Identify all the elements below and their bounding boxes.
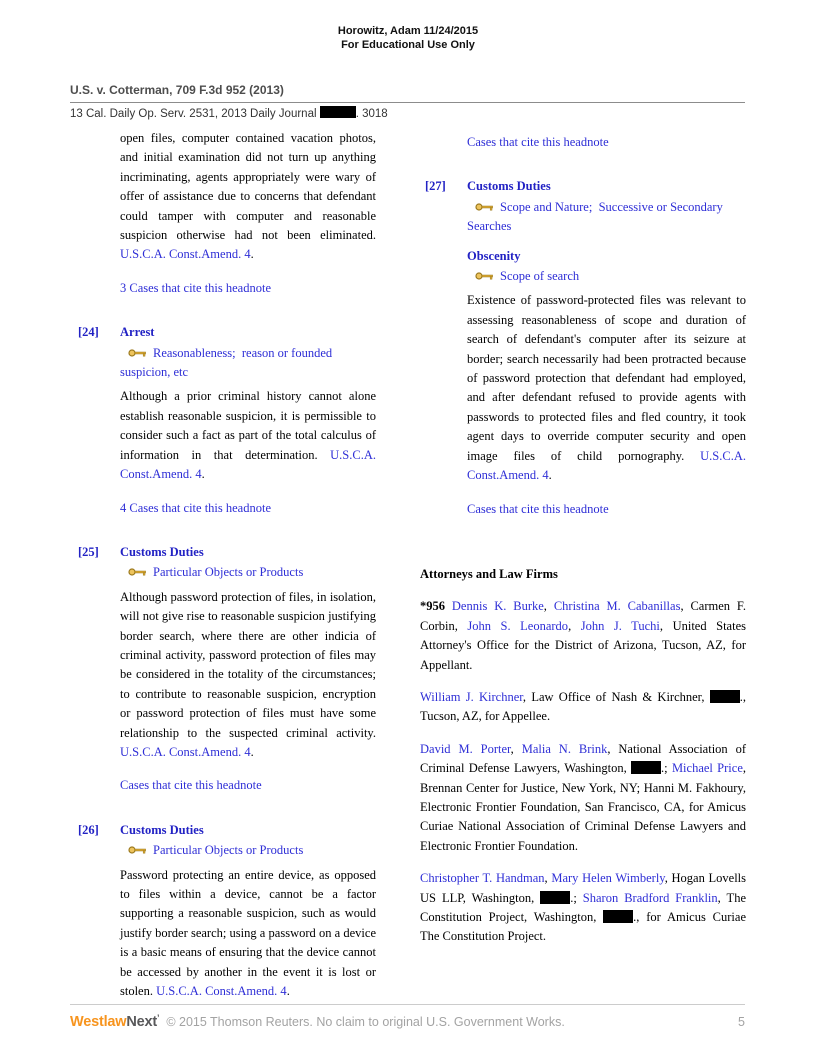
topic-group: [467, 247, 746, 287]
text-run: ,: [568, 618, 581, 633]
inline-link[interactable]: Michael Price: [671, 761, 743, 776]
headnote-26: [70, 821, 376, 1002]
inline-link[interactable]: Malia N. Brink: [521, 741, 608, 756]
cases-cite-link[interactable]: Cases that cite this headnote: [467, 135, 609, 149]
text-run: ,: [544, 871, 552, 886]
topic-key-line[interactable]: [120, 344, 376, 383]
text-run: Although password protection of files, in isolation, will not give rise to reasonable suspicion justifying border search, where there are other indicia of criminal activity, password protection of files may be considered in the totality of the circumstances; to contribute to reasonable suspicion, encryption or password protection of files must have some relationship to the suspected criminal activity.: [120, 589, 376, 740]
headnote-text: [120, 588, 376, 763]
inline-link[interactable]: U.S.C.A. Const.Amend. 4: [467, 448, 746, 483]
text-run: , National Association of Criminal Defense Lawyers, Washington,: [420, 741, 746, 776]
inline-link[interactable]: Sharon Bradford Franklin: [582, 890, 718, 905]
content-columns: [70, 129, 746, 1001]
inline-link[interactable]: Mary Helen Wimberly: [551, 871, 665, 886]
copyright-text: © 2015 Thomson Reuters. No claim to original U.S. Government Works.: [166, 1015, 565, 1029]
topic-key-line[interactable]: [467, 267, 746, 286]
text-run: .: [250, 247, 254, 262]
page-footer: [70, 1004, 745, 1030]
print-header-user-line: Horowitz, Adam 11/24/2015: [337, 25, 479, 37]
headnote-text: [120, 387, 376, 484]
inline-link[interactable]: U.S.C.A. Const.Amend. 4: [156, 984, 287, 999]
redaction-box: [603, 910, 633, 923]
inline-link[interactable]: U.S.C.A. Const.Amend. 4: [120, 247, 251, 262]
key-line-text: Particular Objects or Products: [153, 843, 304, 858]
text-run: ,: [543, 599, 554, 614]
inline-link[interactable]: Dennis K. Burke: [451, 599, 544, 614]
text-run: ., Tucson, AZ, for Appellee.: [420, 689, 746, 724]
text-run: .: [286, 984, 290, 999]
brand-westlaw: Westlaw: [70, 1014, 127, 1030]
redaction-box: [631, 761, 661, 774]
key-icon: [475, 202, 495, 212]
topic-group: [467, 177, 746, 236]
key-line-text: Reasonableness; reason or founded suspicion, etc: [120, 345, 333, 380]
text-run: .;: [570, 890, 583, 905]
topic-title[interactable]: Obscenity: [467, 248, 521, 263]
text-run: Although a prior criminal history cannot alone establish reasonable suspicion, it is permissible to consider such a fact as part of the total calculus of information in that determination.: [120, 389, 376, 462]
headnote-number[interactable]: [27]: [425, 179, 446, 194]
key-line-text: Scope of search: [500, 269, 580, 284]
headnote-25: [70, 543, 376, 796]
trademark-mark: ’: [157, 1013, 160, 1023]
topic-title[interactable]: Customs Duties: [467, 179, 551, 194]
text-run: , The Constitution Project, Washington,: [420, 890, 746, 924]
topic-group: [120, 323, 376, 382]
case-title: U.S. v. Cotterman, 709 F.3d 952 (2013): [70, 83, 745, 103]
topic-group: [120, 543, 376, 583]
text-run: ., for Amicus Curiae The Constitution Project.: [420, 910, 746, 944]
topic-title[interactable]: Customs Duties: [120, 544, 204, 559]
headnote-24: [70, 323, 376, 518]
headnote-content: [120, 821, 376, 1002]
text-run: ,: [510, 741, 522, 756]
headnote-number[interactable]: [26]: [78, 822, 99, 837]
headnote-text: [467, 291, 746, 485]
text-run: Password protecting an entire device, as opposed to files within a device, cannot be a factor supporting a reasonable suspicion, such as would justify border search; using a password on a device is a basic means of ensuring that the device cannot be accessed by another in the event it is lost or stolen.: [120, 867, 376, 999]
topic-key-line[interactable]: [120, 841, 376, 860]
page-number: 5: [738, 1015, 745, 1029]
left-column: [70, 129, 376, 1001]
right-column: [420, 129, 746, 1001]
attorneys-heading: Attorneys and Law Firms: [420, 566, 558, 581]
headnote-content: [467, 177, 746, 519]
attorney-paragraph: [420, 597, 746, 675]
attorney-paragraph: [420, 740, 746, 856]
text-run: Existence of password-protected files was relevant to assessing reasonableness of scope and duration of search of defendant's computer after its seizure at border; search necessarily had been protracted because of password protection that defendant had employed, and after defendant refused to provide agents with passwords to protected files and fled country, it took agent days to override computer security and open image files of child pornography.: [467, 293, 746, 463]
headnote-number[interactable]: [24]: [78, 325, 99, 340]
topic-title[interactable]: Customs Duties: [120, 822, 204, 837]
inline-link[interactable]: William J. Kirchner: [420, 689, 523, 704]
text-run: .;: [661, 761, 672, 776]
attorney-paragraph: [420, 869, 746, 947]
cases-cite-link[interactable]: 4 Cases that cite this headnote: [120, 500, 272, 515]
text-run: . 3018: [355, 108, 388, 120]
text-run: open files, computer contained vacation photos, and initial examination did not turn up anything incriminating, agents appropriately were wary of offer of assistance due to concerns that defendant could tamper with computer and reasonable suspicion otherwise had not been eliminated.: [120, 131, 376, 243]
redaction-box: [710, 690, 740, 703]
brand-next: Next: [126, 1014, 157, 1030]
key-icon: [128, 348, 148, 358]
topic-key-line[interactable]: [120, 563, 376, 582]
westlaw-next-logo: [70, 1013, 159, 1030]
topic-key-line[interactable]: [467, 198, 746, 237]
text-run: , Law Office of Nash & Kirchner,: [522, 689, 710, 704]
inline-link[interactable]: Christina M. Cabanillas: [553, 599, 681, 614]
footer-left: [70, 1013, 565, 1030]
text-run: , Carmen F. Corbin,: [420, 599, 746, 633]
topic-title[interactable]: Arrest: [120, 325, 155, 340]
attorney-paragraph: [420, 688, 746, 727]
headnote-23-continuation-text: [120, 129, 376, 265]
cases-cite-link[interactable]: 3 Cases that cite this headnote: [120, 280, 272, 295]
text-run: , United States Attorney's Office for the District of Arizona, Tucson, AZ, for Appellant.: [420, 618, 746, 672]
inline-link[interactable]: David M. Porter: [420, 741, 511, 756]
text-run: , Brennan Center for Justice, New York, NY; Hanni M. Fakhoury, Electronic Frontier Foundation, San Francisco, CA, for Amicus Curiae National Association of Criminal Defense Lawyers and Electronic Frontier Foundation.: [420, 761, 746, 853]
headnote-content: [120, 323, 376, 518]
headnote-number[interactable]: [25]: [78, 544, 99, 559]
topic-group: [120, 821, 376, 861]
headnote-text: [120, 866, 376, 1002]
inline-link[interactable]: U.S.C.A. Const.Amend. 4: [120, 744, 251, 759]
text-run: 13 Cal. Daily Op. Serv. 2531, 2013 Daily Journal: [70, 108, 320, 120]
doc-header: [70, 83, 745, 122]
print-header: [0, 24, 816, 52]
inline-link[interactable]: John J. Tuchi: [580, 618, 660, 633]
cases-cite-link[interactable]: Cases that cite this headnote: [467, 501, 609, 516]
text-run: .: [201, 467, 205, 482]
text-run: .: [250, 744, 254, 759]
citation-line: [70, 106, 745, 122]
redaction-box: [320, 106, 356, 118]
print-header-notice-line: For Educational Use Only: [341, 39, 475, 51]
cases-cite-link[interactable]: Cases that cite this headnote: [120, 778, 262, 793]
inline-link[interactable]: John S. Leonardo: [467, 618, 569, 633]
inline-link[interactable]: Christopher T. Handman: [420, 871, 545, 886]
bold-text: *956: [420, 599, 452, 614]
key-line-text: Particular Objects or Products: [153, 565, 304, 580]
key-icon: [128, 845, 148, 855]
redaction-box: [540, 891, 570, 904]
text-run: .: [548, 468, 552, 483]
key-line-text: Scope and Nature; Successive or Secondary Searches: [467, 199, 723, 234]
key-icon: [128, 567, 148, 577]
key-icon: [475, 271, 495, 281]
headnote-content: [120, 543, 376, 796]
headnote-27: [420, 177, 746, 519]
inline-link[interactable]: U.S.C.A. Const.Amend. 4: [120, 447, 376, 482]
text-run: , Hogan Lovells US LLP, Washington,: [420, 871, 746, 905]
